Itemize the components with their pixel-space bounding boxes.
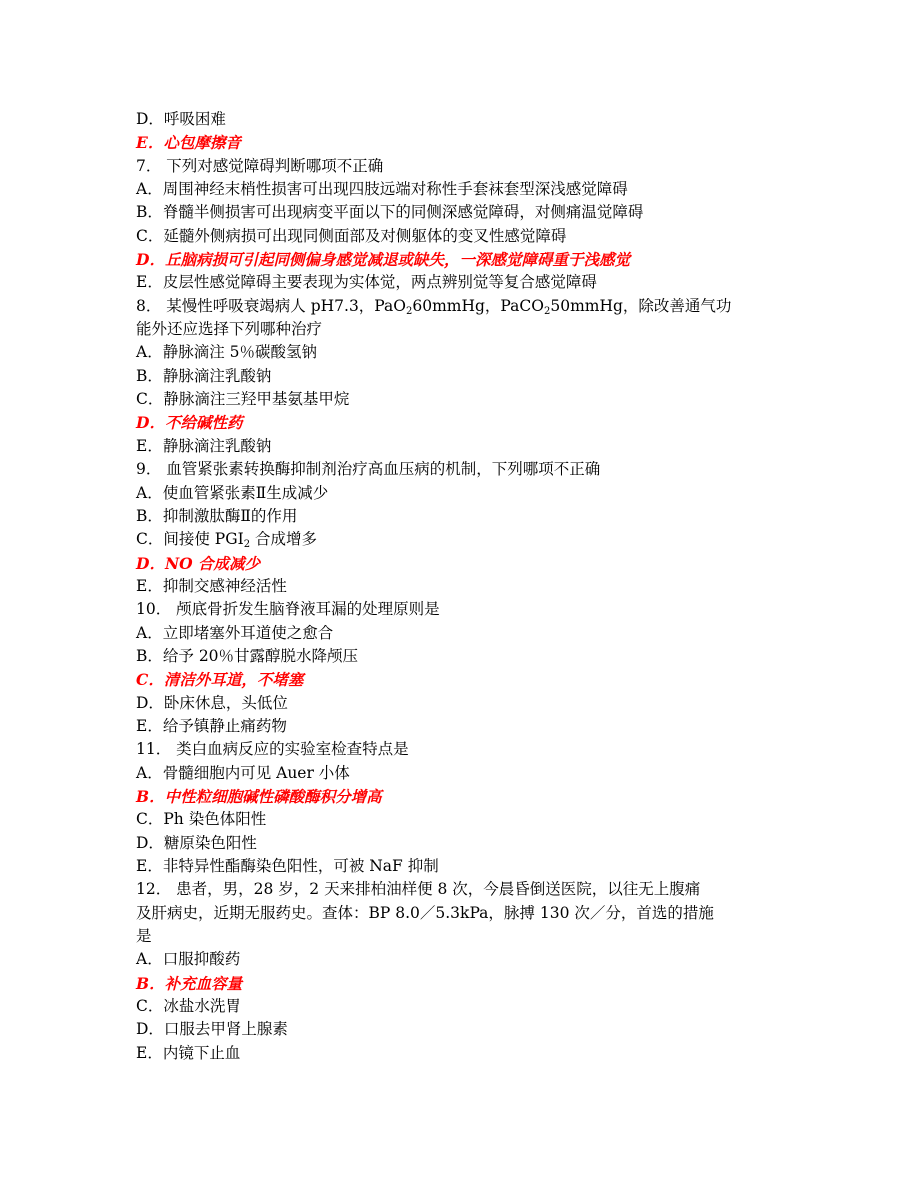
option-line: D．口服去甲肾上腺素: [136, 1020, 288, 1039]
option-line: D．呼吸困难: [136, 110, 226, 128]
question-line: 及肝病史，近期无服药史。查体：BP 8.0／5.3kPa，脉搏 130 次／分，首选的措施: [136, 903, 714, 922]
subscript: 2: [406, 305, 413, 317]
question-line: 10． 颅底骨折发生脑脊液耳漏的处理原则是: [136, 600, 440, 619]
option-line: A．静脉滴注 5％碳酸氢钠: [136, 343, 317, 362]
question-line: [136, 295, 786, 318]
option-line: C．延髓外侧病损可出现同侧面部及对侧躯体的变叉性感觉障碍: [136, 226, 567, 245]
option-text: C．间接使 PGI: [136, 530, 244, 549]
option-line: B．给予 20％甘露醇脱水降颅压: [136, 646, 359, 665]
question-line: 12． 患者，男，28 岁，2 天来排柏油样便 8 次，今晨昏倒送医院，以往无上腹痛: [136, 880, 701, 899]
option-line: A．立即堵塞外耳道使之愈合: [136, 623, 334, 642]
subscript: 2: [543, 305, 551, 317]
option-line: E．内镜下止血: [136, 1043, 241, 1062]
option-line: A．使血管紧张素Ⅱ生成减少: [136, 483, 329, 502]
question-text: 50mmHg，除改善通气功: [550, 296, 732, 315]
option-line: E．非特异性酯酶染色阳性，可被 NaF 抑制: [136, 857, 439, 875]
option-line: [136, 528, 786, 551]
option-line: A．骨髓细胞内可见 Auer 小体: [136, 763, 350, 782]
answer-line: D．不给碱性药: [136, 413, 243, 433]
option-line: D．卧床休息，头低位: [136, 693, 288, 712]
option-line: D．糖原染色阳性: [136, 833, 257, 852]
subscript: 2: [243, 539, 251, 551]
answer-line: C．清洁外耳道，不堵塞: [136, 670, 304, 690]
answer-line: E．心包摩擦音: [136, 133, 241, 153]
document-body: [136, 108, 786, 1065]
question-text: 8． 某慢性呼吸衰竭病人 pH7.3，PaO: [136, 296, 406, 315]
question-line: 7． 下列对感觉障碍判断哪项不正确: [136, 156, 384, 175]
option-line: C．冰盐水洗胃: [136, 997, 241, 1016]
option-line: C．静脉滴注三羟甲基氨基甲烷: [136, 390, 350, 409]
option-line: A．周围神经末梢性损害可出现四肢远端对称性手套袜套型深浅感觉障碍: [136, 180, 628, 199]
answer-line: B．补充血容量: [136, 973, 243, 993]
question-line: 能外还应选择下列哪种治疗: [136, 320, 323, 339]
answer-line: D．丘脑病损可引起同侧偏身感觉减退或缺失，一深感觉障碍重于浅感觉: [136, 250, 630, 270]
answer-line: B．中性粒细胞碱性磷酸酶积分增高: [136, 786, 382, 806]
option-line: E．给予镇静止痛药物: [136, 716, 287, 735]
option-line: B．脊髓半侧损害可出现病变平面以下的同侧深感觉障碍，对侧痛温觉障碍: [136, 203, 644, 222]
option-line: B．静脉滴注乳酸钠: [136, 366, 272, 385]
question-line: 9． 血管紧张素转换酶抑制剂治疗高血压病的机制，下列哪项不正确: [136, 460, 601, 479]
option-line: E．皮层性感觉障碍主要表现为实体觉，两点辨别觉等复合感觉障碍: [136, 273, 597, 292]
option-line: E．抑制交感神经活性: [136, 576, 287, 595]
option-line: A．口服抑酸药: [136, 950, 241, 969]
question-text: 60mmHg，PaCO: [412, 296, 544, 315]
question-line: 是: [136, 927, 152, 946]
option-line: E．静脉滴注乳酸钠: [136, 436, 272, 455]
option-text: 合成增多: [250, 530, 318, 549]
question-line: 11． 类白血病反应的实验室检查特点是: [136, 740, 409, 759]
option-line: B．抑制激肽酶Ⅱ的作用: [136, 506, 298, 525]
answer-line: D．NO 合成减少: [136, 553, 261, 573]
option-line: C．Ph 染色体阳性: [136, 810, 267, 829]
